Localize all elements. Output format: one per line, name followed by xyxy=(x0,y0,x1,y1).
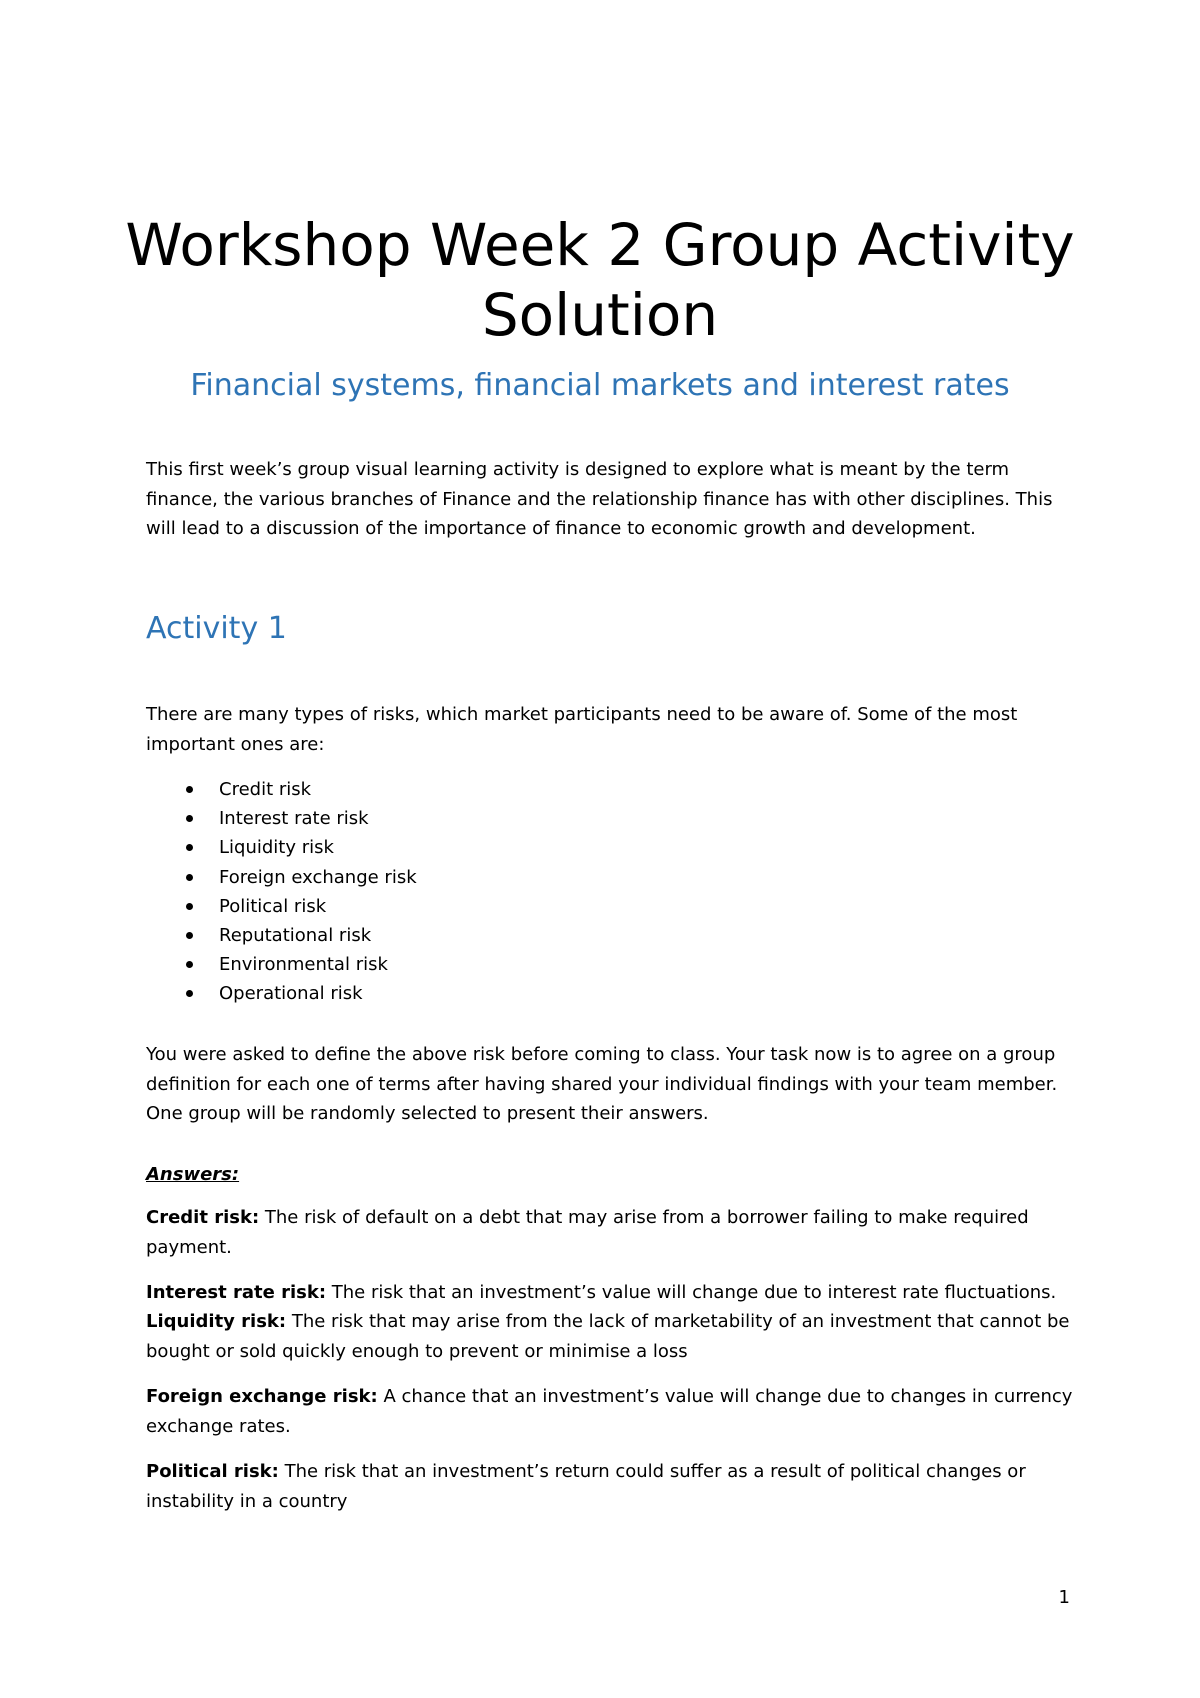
task-paragraph: You were asked to define the above risk before coming to class. Your task now is to agree on a group definition for each one of terms after having shared your individual findings with your team member. One group will be randomly selected to present their answers. xyxy=(146,1044,1058,1124)
list-item-label: Operational risk xyxy=(219,983,363,1005)
list-item-label: Foreign exchange risk xyxy=(219,866,417,888)
answer-definition: A chance that an investment’s value will change due to changes in currency exchange rates. xyxy=(146,1386,1073,1437)
list-item xyxy=(146,892,417,921)
list-item xyxy=(146,833,417,862)
answer-term: Credit risk: xyxy=(146,1207,260,1228)
list-item-label: Political risk xyxy=(219,895,327,917)
activity-heading: Activity 1 xyxy=(146,611,287,646)
list-item xyxy=(146,979,417,1008)
answer-term: Interest rate risk: xyxy=(146,1282,327,1303)
list-item xyxy=(146,804,417,833)
bullet-icon xyxy=(186,815,193,822)
intro-paragraph: This first week’s group visual learning activity is designed to explore what is meant by the term finance, the various branches of Finance and the relationship finance has with other disciplines. This will lead to a discussion of the importance of finance to economic growth and development. xyxy=(146,459,1053,539)
answer-definition: The risk that an investment’s value will change due to interest rate fluctuations. xyxy=(326,1282,1057,1303)
bullet-icon xyxy=(186,903,193,910)
answer-definition: The risk that may arise from the lack of marketability of an investment that cannot be bought or sold quickly enough to prevent or minimise a loss xyxy=(146,1311,1070,1362)
bullet-icon xyxy=(186,990,193,997)
bullet-icon xyxy=(186,961,193,968)
answer-liquidity-risk xyxy=(146,1307,1076,1366)
list-item xyxy=(146,775,417,804)
activity-intro-paragraph: There are many types of risks, which market participants need to be aware of. Some of the most important ones are: xyxy=(146,704,1018,755)
document-subtitle: Financial systems, financial markets and interest rates xyxy=(190,368,1010,403)
answer-definition: The risk of default on a debt that may arise from a borrower failing to make required payment. xyxy=(146,1207,1029,1258)
bullet-icon xyxy=(186,874,193,881)
answer-foreign-exchange-risk xyxy=(146,1382,1076,1441)
list-item-label: Credit risk xyxy=(219,779,312,800)
bullet-icon xyxy=(186,932,193,939)
bullet-icon xyxy=(186,786,193,793)
answer-interest-rate-risk xyxy=(146,1278,1076,1308)
answer-term: Political risk: xyxy=(146,1461,279,1482)
answers-label: Answers: xyxy=(146,1164,240,1185)
list-item-label: Reputational risk xyxy=(219,924,372,946)
answer-credit-risk xyxy=(146,1203,1076,1262)
list-item xyxy=(146,950,417,979)
list-item xyxy=(146,921,417,950)
answer-definition: The risk that an investment’s return could suffer as a result of political changes or instability in a country xyxy=(146,1461,1026,1512)
risk-list xyxy=(146,775,417,1009)
list-item-label: Interest rate risk xyxy=(219,808,369,830)
page-number: 1 xyxy=(1058,1587,1070,1608)
document-title: Workshop Week 2 Group Activity Solution xyxy=(125,211,1075,349)
list-item-label: Environmental risk xyxy=(219,954,388,976)
answer-term: Foreign exchange risk: xyxy=(146,1386,378,1407)
bullet-icon xyxy=(186,844,193,851)
list-item xyxy=(146,863,417,892)
list-item-label: Liquidity risk xyxy=(219,837,334,859)
answer-political-risk xyxy=(146,1457,1076,1516)
answer-term: Liquidity risk: xyxy=(146,1311,287,1332)
